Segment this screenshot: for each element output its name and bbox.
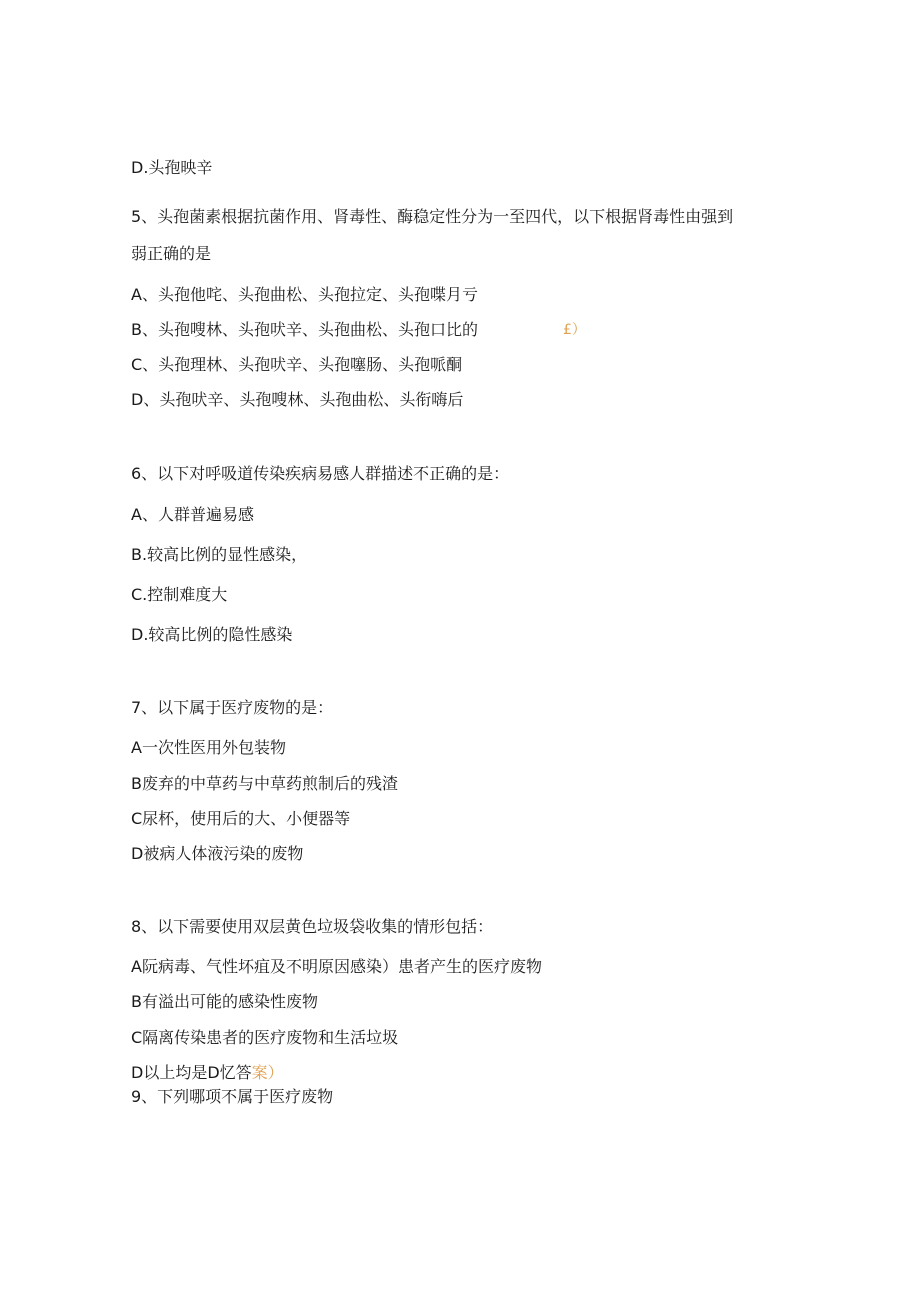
option-7b: B废弃的中草药与中草药煎制后的残渣 [131,774,398,793]
option-8a: A阮病毒、气性坏疽及不明原因感染）患者产生的医疗废物 [131,957,542,976]
question-9-stem: 9、下列哪项不属于医疗废物 [131,1087,334,1106]
option-5b: B、头孢嗖林、头孢吠辛、头孢曲松、头孢口比的 [131,320,478,339]
option-5d: D、头孢吠辛、头孢嗖林、头孢曲松、头衔嗨后 [131,390,464,409]
option-6b: B.较高比例的显性感染， [131,545,308,564]
question-7-stem: 7、以下属于医疗废物的是： [131,698,334,717]
option-7d: D被病人体液污染的废物 [131,844,304,863]
option-8b: B有溢出可能的感染性废物 [131,992,318,1011]
question-8-stem: 8、以下需要使用双层黄色垃圾袋收集的情形包括： [131,917,494,936]
option-6d: D.较高比例的隐性感染 [131,625,293,644]
question-6-stem: 6、以下对呼吸道传染疾病易感人群描述不正确的是： [131,464,510,483]
option-5c: C、头孢理林、头孢吠辛、头孢噻肠、头孢哌酮 [131,355,463,374]
option-6c: C.控制难度大 [131,585,228,604]
option-7a: A一次性医用外包装物 [131,738,286,757]
option-4d: D.头孢映辛 [131,158,213,177]
answer-annotation-8d: 案） [251,1063,284,1082]
option-8c: C隔离传染患者的医疗废物和生活垃圾 [131,1028,399,1047]
answer-annotation-5b: £） [563,322,586,338]
option-8d [131,1063,284,1083]
option-6a: A、人群普遍易感 [131,505,254,524]
option-7c: C尿杯，使用后的大、小便器等 [131,809,351,828]
question-5-stem-line-1: 5、头孢菌素根据抗菌作用、肾毒性、酶稳定性分为一至四代，以下根据肾毒性由强到 [131,207,734,226]
option-8d-text: D以上均是D忆答 [131,1063,252,1082]
option-5a: A、头孢他咤、头孢曲松、头孢拉定、头孢喋月亏 [131,285,478,304]
question-5-stem-line-2: 弱正确的是 [131,244,212,263]
